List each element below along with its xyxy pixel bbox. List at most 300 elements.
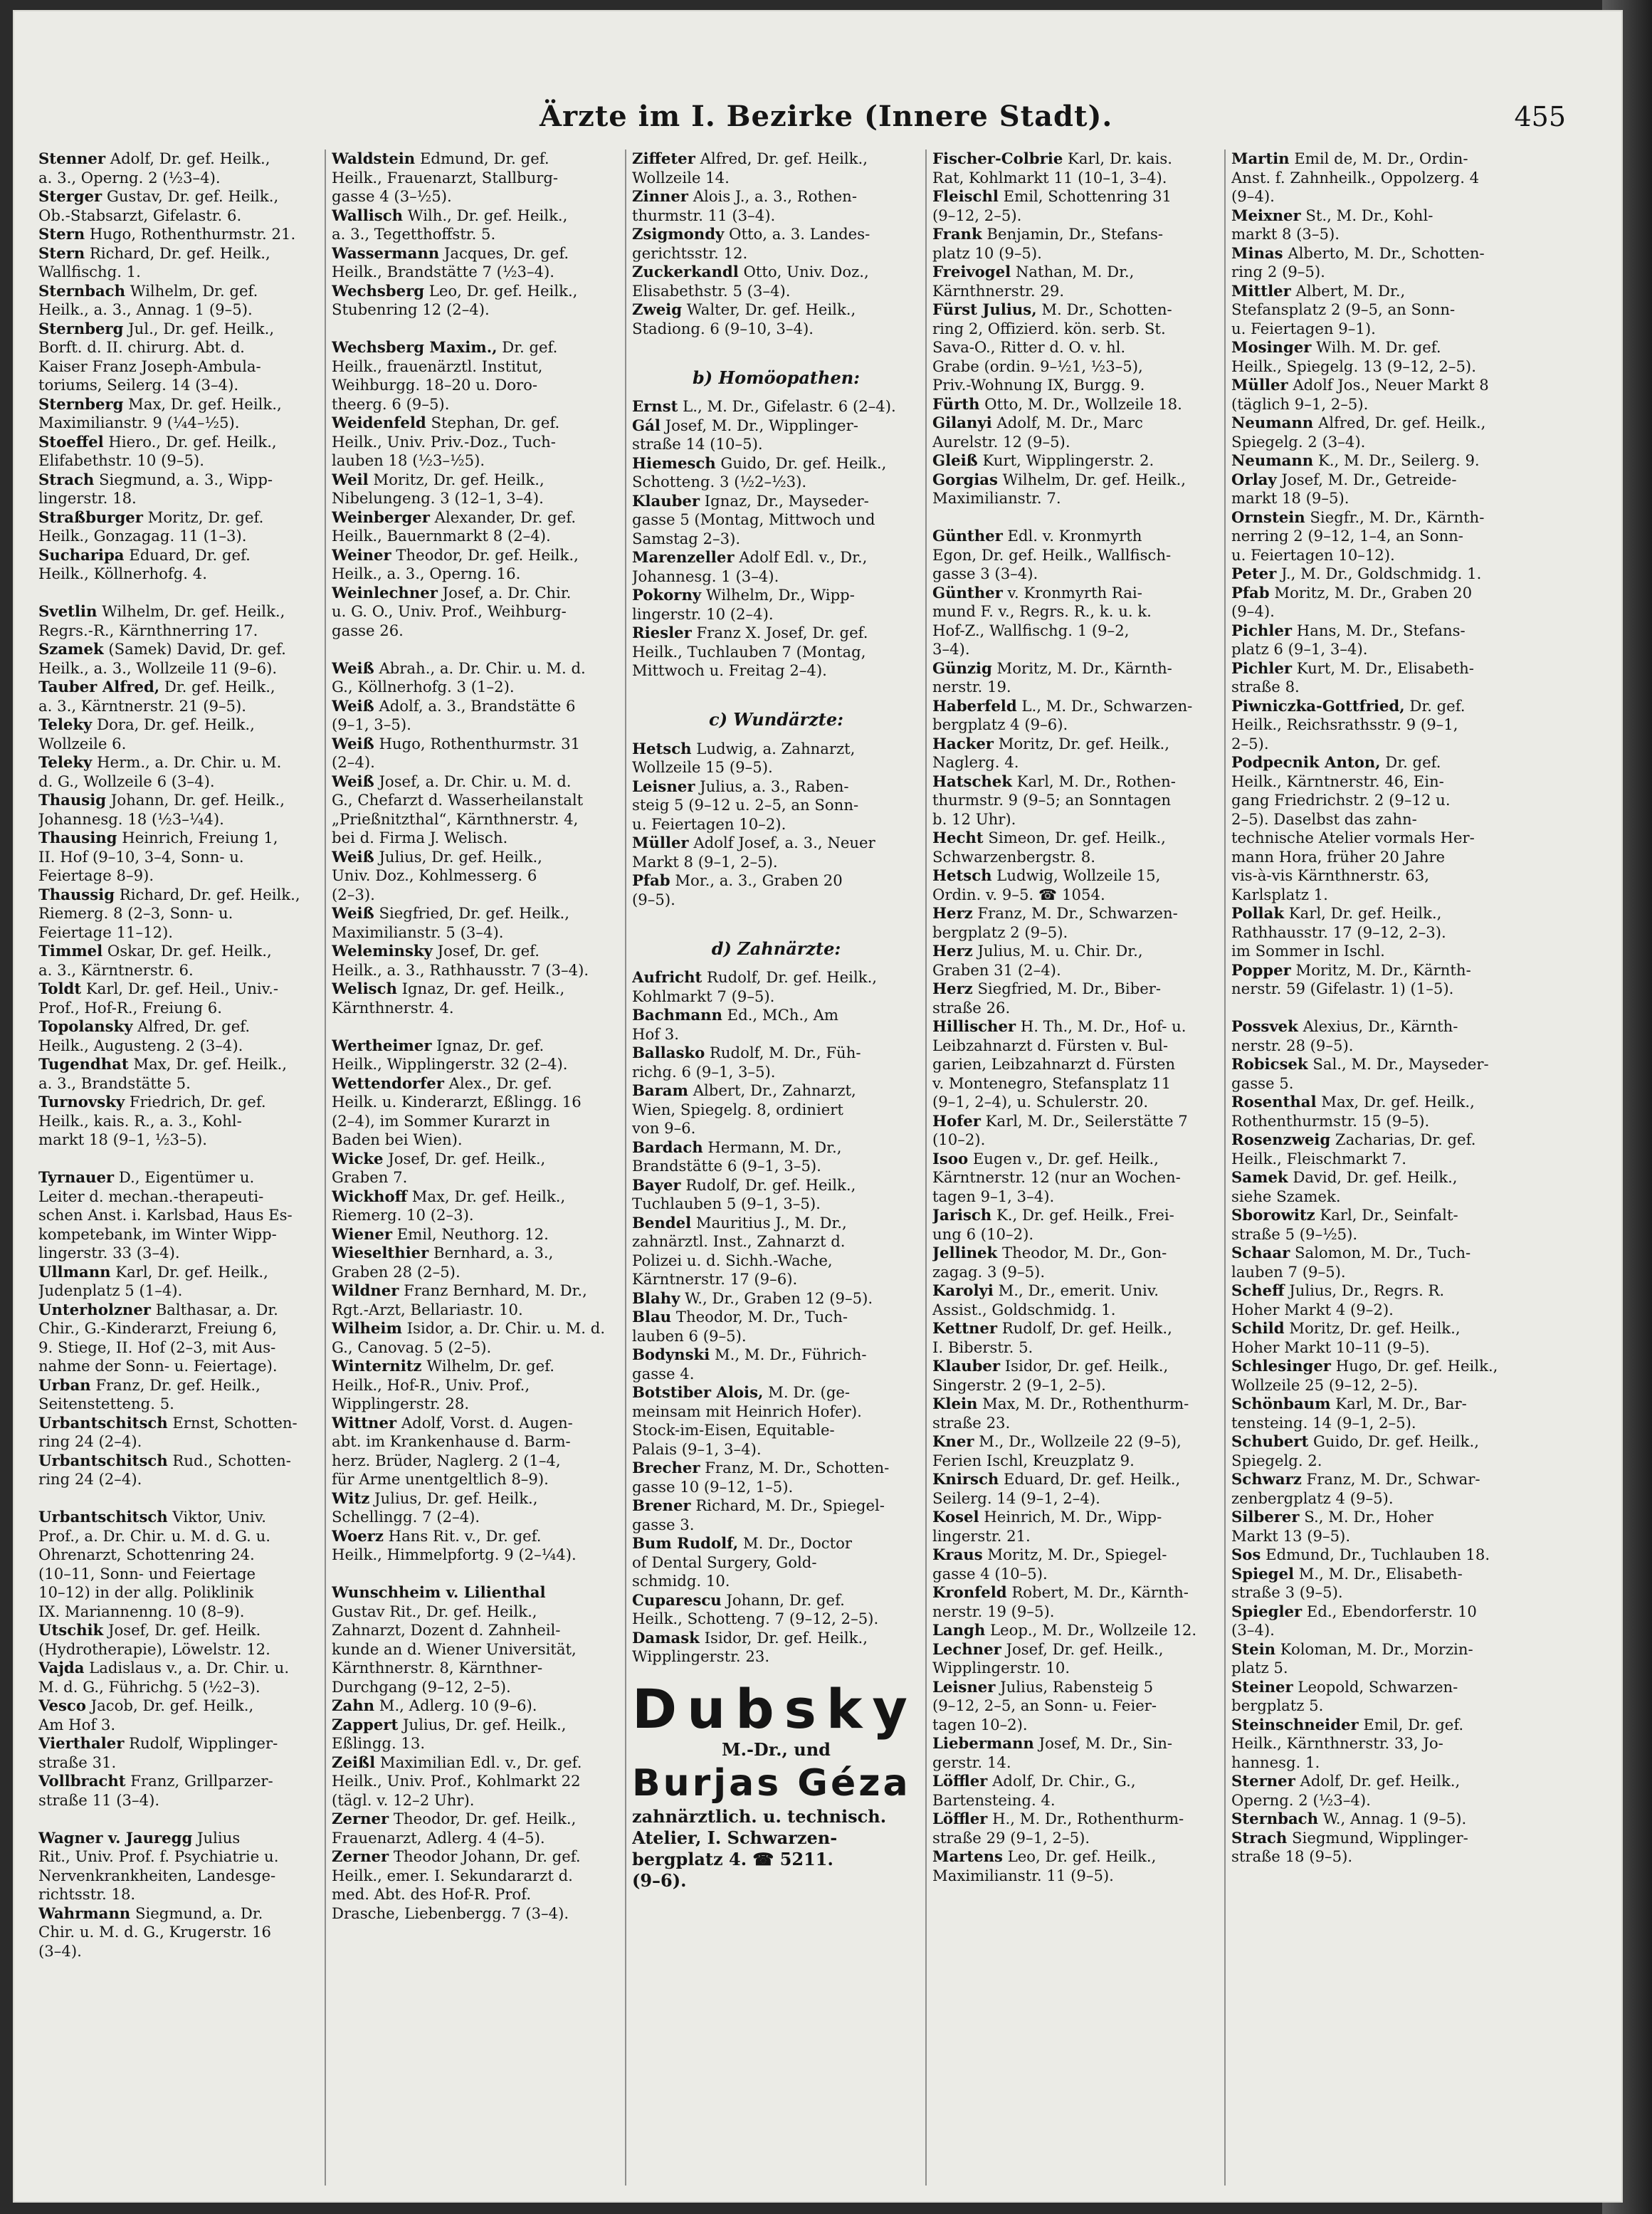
entry-detail: Alfred, Dr. gef. Heilk., — [1313, 414, 1486, 431]
entry-detail: Eßlingg. 13. — [332, 1734, 426, 1752]
entry-continuation-line — [38, 1187, 327, 1207]
entry-detail: Heilk., emer. I. Sekundararzt d. — [332, 1866, 573, 1884]
entry-detail: Josef, Dr. gef. Heilk., — [383, 1149, 546, 1168]
entry-detail: Leo, Dr. gef. Heilk., — [424, 281, 578, 300]
entry-continuation-line — [38, 1583, 327, 1602]
entry-name-line — [332, 1716, 620, 1735]
entry-name-line — [932, 1017, 1221, 1037]
entry-continuation-line — [38, 1037, 327, 1056]
entry-continuation-line — [932, 923, 1221, 943]
entry-continuation-line — [1231, 320, 1520, 339]
entry-detail: zahnärztl. Inst., Zahnarzt d. — [632, 1232, 846, 1250]
entry-continuation-line — [38, 1470, 327, 1489]
entry-surname: Wechsberg Maxim., — [332, 338, 498, 356]
entry-surname: Herz — [932, 942, 973, 960]
entry-continuation-line — [332, 961, 620, 980]
entry-continuation-line — [332, 225, 620, 244]
entry-continuation-line — [632, 1553, 920, 1573]
entry-surname: Meixner — [1231, 206, 1301, 224]
entry-detail: M., M. Dr., Führich- — [710, 1345, 867, 1363]
entry-continuation-line — [932, 1263, 1221, 1282]
entry-detail: Franz Bernhard, M. Dr., — [399, 1281, 587, 1299]
entry-continuation-line — [932, 1527, 1221, 1546]
entry-surname: Ullmann — [38, 1262, 111, 1281]
entry-continuation-line — [1231, 1263, 1520, 1282]
entry-detail: Hoher Markt 4 (9–2). — [1231, 1300, 1394, 1318]
entry-detail: Wilh., Dr. gef. Heilk., — [403, 206, 568, 224]
entry-detail: straße 11 (3–4). — [38, 1790, 160, 1809]
entry-continuation-line — [932, 1452, 1221, 1471]
entry-surname: Fürst Julius, — [932, 300, 1037, 318]
entry-surname: Toldt — [38, 980, 82, 997]
entry-surname: Rosenzweig — [1231, 1130, 1331, 1148]
entry-detail: Markt 8 (9–1, 2–5). — [632, 852, 778, 871]
entry-continuation-line — [1231, 829, 1520, 848]
entry-detail: Egon, Dr. gef. Heilk., Wallfisch- — [932, 545, 1172, 564]
entry-name-line — [38, 1055, 327, 1074]
entry-surname: Herz — [932, 904, 973, 922]
entry-detail: Maximilianstr. 5 (3–4). — [332, 923, 504, 941]
entry-surname: Winternitz — [332, 1357, 422, 1375]
entry-surname: Stern — [38, 243, 85, 262]
entry-detail: markt 18 (9–1, ½3–5). — [38, 1130, 208, 1148]
entry-surname: Sborowitz — [1231, 1206, 1315, 1224]
entry-detail: Franz, M. Dr., Schwarzen- — [972, 904, 1178, 922]
entry-continuation-line — [1231, 1074, 1520, 1093]
entry-surname: Wildner — [332, 1281, 399, 1299]
entry-continuation-line — [332, 886, 620, 905]
entry-detail: Guido, Dr. gef. Heilk., — [1308, 1432, 1479, 1450]
entry-surname: Vierthaler — [38, 1734, 125, 1752]
entry-surname: Frank — [932, 225, 982, 243]
entry-surname: Wicke — [332, 1149, 384, 1168]
entry-name-line — [332, 735, 620, 754]
entry-detail: G., Köllnerhofg. 3 (1–2). — [332, 678, 515, 696]
entry-detail: Albert, Dr., Zahnarzt, — [688, 1081, 856, 1099]
entry-continuation-line — [332, 621, 620, 641]
entry-detail — [38, 1489, 43, 1507]
entry-detail: Wollzeile 25 (9–12, 2–5). — [1231, 1375, 1419, 1394]
entry-detail: M., Dr., emerit. Univ. — [993, 1281, 1159, 1299]
entry-surname: Urban — [38, 1375, 91, 1394]
entry-detail: Alois J., a. 3., Rothen- — [688, 187, 857, 205]
entry-continuation-line — [38, 1206, 327, 1225]
entry-detail: bei d. Firma J. Welisch. — [332, 829, 508, 846]
entry-name-line — [332, 942, 620, 961]
entry-surname: Langh — [932, 1621, 986, 1639]
entry-surname: Woerz — [332, 1526, 384, 1545]
entry-detail: ring 24 (2–4). — [38, 1470, 142, 1488]
entry-detail: Prof., Hof-R., Freiung 6. — [38, 998, 223, 1017]
entry-continuation-line — [38, 1867, 327, 1886]
entry-detail: Moritz, M. Dr., Kärnth- — [991, 659, 1172, 677]
entry-name-line — [1231, 1470, 1520, 1489]
entry-name-line — [1231, 414, 1520, 433]
entry-detail: Theodor Johann, Dr. gef. — [389, 1847, 581, 1865]
entry-detail — [38, 584, 43, 602]
entry-surname: Teleky — [38, 715, 93, 733]
entry-detail: Julius, a. 3., Raben- — [695, 777, 849, 795]
entry-surname: Stenner — [38, 149, 106, 167]
entry-detail: Heilk., a. 3., Wollzeile 11 (9–6). — [38, 659, 278, 677]
entry-detail: Borft. d. II. chirurg. Abt. d. — [38, 338, 245, 356]
entry-continuation-line — [38, 1357, 327, 1376]
entry-detail: lingerstr. 21. — [932, 1526, 1031, 1545]
entry-name-line — [332, 244, 620, 263]
entry-surname: Robicsek — [1231, 1055, 1308, 1073]
entry-detail: (9–4). — [1231, 602, 1275, 620]
entry-name-line — [38, 1093, 327, 1112]
entry-surname: Müller — [632, 834, 689, 851]
entry-detail: G., Canovag. 5 (2–5). — [332, 1338, 492, 1356]
entry-continuation-line — [38, 206, 327, 226]
entry-name-line — [932, 225, 1221, 244]
entry-detail: Ferien Ischl, Kreuzplatz 9. — [932, 1451, 1135, 1469]
entry-continuation-line — [332, 829, 620, 848]
entry-detail: Richard, Dr. gef. Heilk., — [85, 243, 270, 262]
entry-detail: Isidor, Dr. gef. Heilk., — [1000, 1357, 1169, 1375]
entry-detail: Chir. u. M. d. G., Krugerstr. 16 — [38, 1923, 272, 1941]
entry-name-line — [1231, 697, 1520, 716]
entry-surname: Fleischl — [932, 187, 999, 205]
entry-name-line — [632, 397, 920, 416]
entry-surname: Tauber Alfred, — [38, 678, 160, 696]
entry-detail: Naglerg. 4. — [932, 753, 1019, 771]
entry-continuation-line — [632, 206, 920, 226]
entry-name-line — [332, 1281, 620, 1301]
entry-detail: (9–5). — [632, 890, 675, 908]
entry-name-line — [632, 1138, 920, 1158]
entry-name-line — [38, 1621, 327, 1640]
entry-continuation-line — [332, 1885, 620, 1904]
entry-continuation-line — [932, 621, 1221, 641]
entry-surname: Spiegel — [1231, 1564, 1294, 1583]
entry-detail: Ernst, Schotten- — [167, 1413, 298, 1432]
entry-detail: Heilk., kais. R., a. 3., Kohl- — [38, 1111, 242, 1130]
entry-name-line — [332, 1489, 620, 1509]
entry-detail: Balthasar, a. Dr. — [150, 1300, 278, 1318]
entry-continuation-line — [932, 1716, 1221, 1735]
entry-name-line — [38, 508, 327, 528]
entry-surname: Schwarz — [1231, 1470, 1302, 1488]
entry-continuation-line — [1231, 1659, 1520, 1678]
entry-surname: Schild — [1231, 1319, 1285, 1337]
entry-continuation-line — [932, 791, 1221, 810]
entry-detail: Kurt, M. Dr., Elisabeth- — [1291, 659, 1474, 677]
entry-name-line — [38, 1414, 327, 1433]
entry-continuation-line — [332, 753, 620, 772]
entry-name-line — [632, 1629, 920, 1648]
entry-detail: Otto, a. 3. Landes- — [724, 225, 870, 243]
entry-detail: Josef, Dr. gef. — [432, 942, 540, 960]
entry-surname: Peter — [1231, 565, 1277, 582]
entry-continuation-line — [38, 1432, 327, 1452]
entry-surname: Vajda — [38, 1659, 85, 1677]
entry-detail: (Samek) David, Dr. gef. — [103, 640, 286, 658]
entry-name-line — [632, 834, 920, 853]
entry-detail: hannesg. 1. — [1231, 1753, 1320, 1771]
entry-detail: Heilk., Schotteng. 7 (9–12, 2–5). — [632, 1610, 879, 1627]
entry-name-line — [932, 1847, 1221, 1867]
entry-name-line — [932, 1621, 1221, 1640]
entry-continuation-line — [632, 1365, 920, 1384]
entry-continuation-line — [38, 1527, 327, 1546]
entry-surname: Zsigmondy — [632, 225, 725, 243]
entry-continuation-line — [38, 414, 327, 433]
entry-surname: Weiß — [332, 904, 374, 922]
entry-surname: Schubert — [1231, 1432, 1309, 1450]
entry-continuation-line — [332, 187, 620, 206]
entry-detail: Adolf Josef, a. 3., Neuer — [688, 834, 875, 851]
entry-surname: Löffler — [932, 1772, 988, 1790]
entry-surname: Wagner v. Jauregg — [38, 1828, 193, 1847]
entry-continuation-line — [1231, 1301, 1520, 1320]
entry-continuation-line — [332, 1772, 620, 1791]
entry-name-line — [332, 904, 620, 923]
entry-continuation-line — [932, 1093, 1221, 1112]
entry-surname: Stern — [38, 225, 85, 243]
entry-name-line — [1231, 1546, 1520, 1565]
entry-detail: M. d. G., Führichg. 5 (½2–3). — [38, 1677, 261, 1696]
entry-detail: steig 5 (9–12 u. 2–5, an Sonn- — [632, 796, 859, 814]
entry-continuation-line — [38, 1885, 327, 1904]
entry-continuation-line — [38, 1753, 327, 1773]
entry-continuation-line — [332, 527, 620, 546]
entry-name-line — [1231, 1357, 1520, 1376]
entry-surname: Blau — [632, 1308, 672, 1326]
entry-detail: Priv.-Wohnung IX, Burgg. 9. — [932, 376, 1145, 394]
entry-name-line — [332, 1244, 620, 1263]
entry-detail: Brandstätte 6 (9–1, 3–5). — [632, 1157, 821, 1175]
entry-name-line — [932, 395, 1221, 414]
entry-continuation-line — [1231, 546, 1520, 565]
entry-name-line — [932, 1112, 1221, 1131]
entry-name-line — [38, 1508, 327, 1527]
entry-detail: Elifabethstr. 10 (9–5). — [38, 451, 204, 469]
entry-name-line — [332, 1319, 620, 1338]
entry-surname: Sternberg — [38, 394, 124, 413]
entry-detail: Heilk., Brandstätte 7 (½3–4). — [332, 263, 555, 280]
entry-detail: Ignaz, Dr., Mayseder- — [700, 491, 869, 510]
entry-continuation-line — [38, 1602, 327, 1622]
entry-name-line — [38, 829, 327, 848]
entry-detail: Rathhausstr. 17 (9–12, 2–3). — [1231, 923, 1446, 941]
entry-detail: Sava-O., Ritter d. O. v. hl. — [932, 338, 1126, 356]
entry-continuation-line — [1231, 640, 1520, 659]
entry-continuation-line — [932, 1791, 1221, 1810]
entry-name-line — [332, 584, 620, 603]
entry-detail: a. 3., Brandstätte 5. — [38, 1074, 191, 1092]
entry-continuation-line — [632, 987, 920, 1007]
entry-continuation-line — [38, 810, 327, 829]
entry-surname: Bayer — [632, 1175, 681, 1194]
entry-detail: Adolf, M. Dr., Marc — [991, 414, 1143, 431]
entry-detail: Feiertage 8–9). — [38, 866, 154, 884]
entry-surname: Bodynski — [632, 1345, 710, 1363]
entry-detail: (9–1, 2–4), u. Schulerstr. 20. — [932, 1093, 1149, 1111]
entry-surname: Piwniczka-Gottfried, — [1231, 696, 1405, 715]
column-divider — [1224, 149, 1226, 2186]
entry-name-line — [332, 1074, 620, 1093]
entry-detail: (3–4). — [1231, 1621, 1275, 1639]
entry-surname: Thausing — [38, 829, 117, 846]
entry-detail: technische Atelier vormals Her- — [1231, 829, 1475, 846]
entry-detail: Mittwoch u. Freitag 2–4). — [632, 661, 827, 679]
entry-detail: Max, Dr. gef. Heilk., — [406, 1187, 566, 1205]
entry-detail: nerstr. 19. — [932, 678, 1011, 696]
entry-detail: Seitenstetteng. 5. — [38, 1395, 174, 1412]
entry-continuation-line — [1231, 791, 1520, 810]
entry-name-line — [632, 492, 920, 511]
entry-surname: Svetlin — [38, 602, 98, 620]
entry-detail: Judenplatz 5 (1–4). — [38, 1281, 183, 1299]
entry-surname: Weidenfeld — [332, 414, 426, 431]
entry-continuation-line — [632, 681, 920, 700]
entry-continuation-line — [332, 1640, 620, 1659]
entry-surname: Minas — [1231, 243, 1283, 262]
entry-detail: Heilk., Himmelpfortg. 9 (2–¼4). — [332, 1546, 577, 1563]
entry-detail: (9–1, 3–5). — [332, 715, 411, 733]
entry-detail: Frauenarzt, Adlerg. 4 (4–5). — [332, 1828, 545, 1847]
entry-detail: Dora, Dr. gef. Heilk., — [92, 715, 255, 733]
entry-continuation-line — [1231, 300, 1520, 320]
entry-continuation-line — [932, 715, 1221, 735]
directory-column-4 — [932, 149, 1221, 2193]
entry-surname: Wertheimer — [332, 1036, 432, 1054]
entry-detail: Baden bei Wien). — [332, 1130, 463, 1148]
entry-continuation-line — [1231, 527, 1520, 546]
entry-continuation-line — [632, 1572, 920, 1591]
entry-detail: Heilk., Augusteng. 2 (3–4). — [38, 1036, 243, 1054]
entry-detail: Jacob, Dr. gef. Heilk., — [85, 1696, 254, 1714]
entry-name-line — [332, 1187, 620, 1207]
entry-detail: straße 8. — [1231, 678, 1300, 696]
entry-surname: Gál — [632, 416, 661, 434]
entry-detail: Chir., G.-Kinderarzt, Freiung 6, — [38, 1319, 278, 1337]
entry-continuation-line — [1231, 1037, 1520, 1056]
entry-continuation-line — [632, 605, 920, 624]
entry-detail: Alfred, Dr. gef. — [132, 1017, 251, 1035]
entry-name-line — [932, 735, 1221, 754]
entry-detail: Spiegelg. 2 (3–4). — [1231, 432, 1366, 451]
entry-name-line — [1231, 904, 1520, 923]
entry-continuation-line — [332, 1678, 620, 1697]
entry-continuation-line — [932, 1753, 1221, 1773]
entry-surname: Klauber — [632, 491, 700, 510]
entry-detail: Edl. v. Kronmyrth — [1002, 527, 1142, 545]
entry-detail: Alfred, Dr. gef. Heilk., — [695, 149, 868, 167]
entry-detail: u. Feiertagen 10–12). — [1231, 545, 1395, 564]
entry-detail: Kärntnerstr. 17 (9–6). — [632, 1270, 798, 1288]
entry-detail: von 9–6. — [632, 1119, 696, 1137]
entry-detail: ring 24 (2–4). — [38, 1432, 142, 1450]
entry-detail: Wilh. M. Dr. gef. — [1311, 338, 1441, 356]
entry-continuation-line — [1231, 489, 1520, 508]
entry-detail: Leo, Dr. gef. Heilk., — [1002, 1847, 1157, 1865]
entry-surname: Klauber — [932, 1357, 1001, 1375]
entry-detail: Julius, Rabensteig 5 — [995, 1677, 1154, 1696]
entry-name-line — [932, 1206, 1221, 1225]
entry-name-line — [632, 1214, 920, 1233]
entry-surname: Sos — [1231, 1546, 1261, 1563]
entry-detail: Regrs.-R., Kärnthnerring 17. — [38, 621, 258, 639]
entry-name-line — [1231, 1168, 1520, 1187]
entry-continuation-line — [332, 1508, 620, 1527]
entry-name-line — [38, 640, 327, 659]
entry-continuation-line — [1231, 433, 1520, 452]
entry-detail: lingerstr. 33 (3–4). — [38, 1244, 180, 1261]
entry-detail — [332, 1017, 337, 1035]
entry-detail: Otto, M. Dr., Wollzeile 18. — [979, 394, 1182, 413]
entry-name-line — [1231, 1319, 1520, 1338]
entry-continuation-line — [1231, 715, 1520, 735]
entry-continuation-line — [932, 338, 1221, 357]
entry-detail: Mauritius J., M. Dr., — [691, 1213, 847, 1232]
entry-name-line — [632, 225, 920, 244]
entry-surname: Neumann — [1231, 414, 1314, 431]
column-3-entries — [632, 149, 920, 1667]
entry-continuation-line — [1231, 866, 1520, 886]
entry-continuation-line — [632, 473, 920, 492]
entry-detail: Franz, Grillparzer- — [125, 1772, 273, 1790]
entry-continuation-line — [932, 1301, 1221, 1320]
entry-detail: gasse 10 (9–12, 1–5). — [632, 1477, 794, 1496]
entry-continuation-line — [38, 1565, 327, 1584]
entry-surname: Mosinger — [1231, 338, 1312, 356]
entry-detail: platz 10 (9–5). — [932, 243, 1042, 262]
entry-name-line — [632, 1383, 920, 1402]
entry-name-line — [1231, 1206, 1520, 1225]
entry-surname: Zweig — [632, 300, 683, 318]
entry-surname: Haberfeld — [932, 696, 1017, 715]
entry-detail: Hugo, Rothenthurmstr. 21. — [85, 225, 296, 243]
entry-detail: Wilhelm, Dr. gef. Heilk., — [97, 602, 285, 620]
entry-detail: Dr. gef. — [1404, 696, 1466, 715]
entry-continuation-line — [632, 1402, 920, 1422]
entry-continuation-line — [1231, 1489, 1520, 1509]
entry-surname: Scheff — [1231, 1281, 1285, 1299]
entry-surname: Wahrmann — [38, 1904, 131, 1922]
entry-detail: Eduard, Dr. gef. Heilk., — [999, 1470, 1181, 1488]
entry-detail: Siegmund, a. 3., Wipp- — [94, 470, 273, 488]
entry-name-line — [332, 1414, 620, 1433]
entry-detail: Stadiong. 6 (9–10, 3–4). — [632, 319, 814, 337]
entry-continuation-line — [932, 1074, 1221, 1093]
entry-detail: straße 3 (9–5). — [1231, 1583, 1343, 1601]
entry-detail: M., Adlerg. 10 (9–6). — [374, 1696, 537, 1714]
entry-detail: (10–11, Sonn- und Feiertage — [38, 1564, 256, 1583]
entry-continuation-line — [38, 1678, 327, 1697]
entry-detail: Bartensteing. 4. — [932, 1790, 1056, 1809]
entry-name-line — [632, 586, 920, 605]
entry-surname: Aufricht — [632, 968, 703, 986]
entry-detail: Seilerg. 14 (9–1, 2–4). — [932, 1489, 1100, 1507]
entry-detail: Karl, M. Dr., Seilerstätte 7 — [980, 1111, 1188, 1130]
entry-detail: St., M. Dr., Kohl- — [1300, 206, 1433, 224]
entry-detail: Dr. gef. Heilk., — [159, 678, 275, 696]
entry-continuation-line — [332, 169, 620, 188]
entry-detail: für Arme unentgeltlich 8–9). — [332, 1470, 549, 1488]
entry-surname: Hiemesch — [632, 453, 716, 472]
entry-detail: Sal., M. Dr., Mayseder- — [1308, 1055, 1489, 1073]
entry-name-line — [632, 1308, 920, 1327]
entry-detail: (Hydrotherapie), Löwelstr. 12. — [38, 1639, 270, 1658]
entry-detail: of Dental Surgery, Gold- — [632, 1553, 817, 1571]
entry-detail: Josef, Dr. gef. Heilk., — [1001, 1639, 1164, 1658]
entry-detail: schmidg. 10. — [632, 1572, 730, 1590]
entry-continuation-line — [632, 1101, 920, 1120]
entry-continuation-line — [332, 999, 620, 1018]
